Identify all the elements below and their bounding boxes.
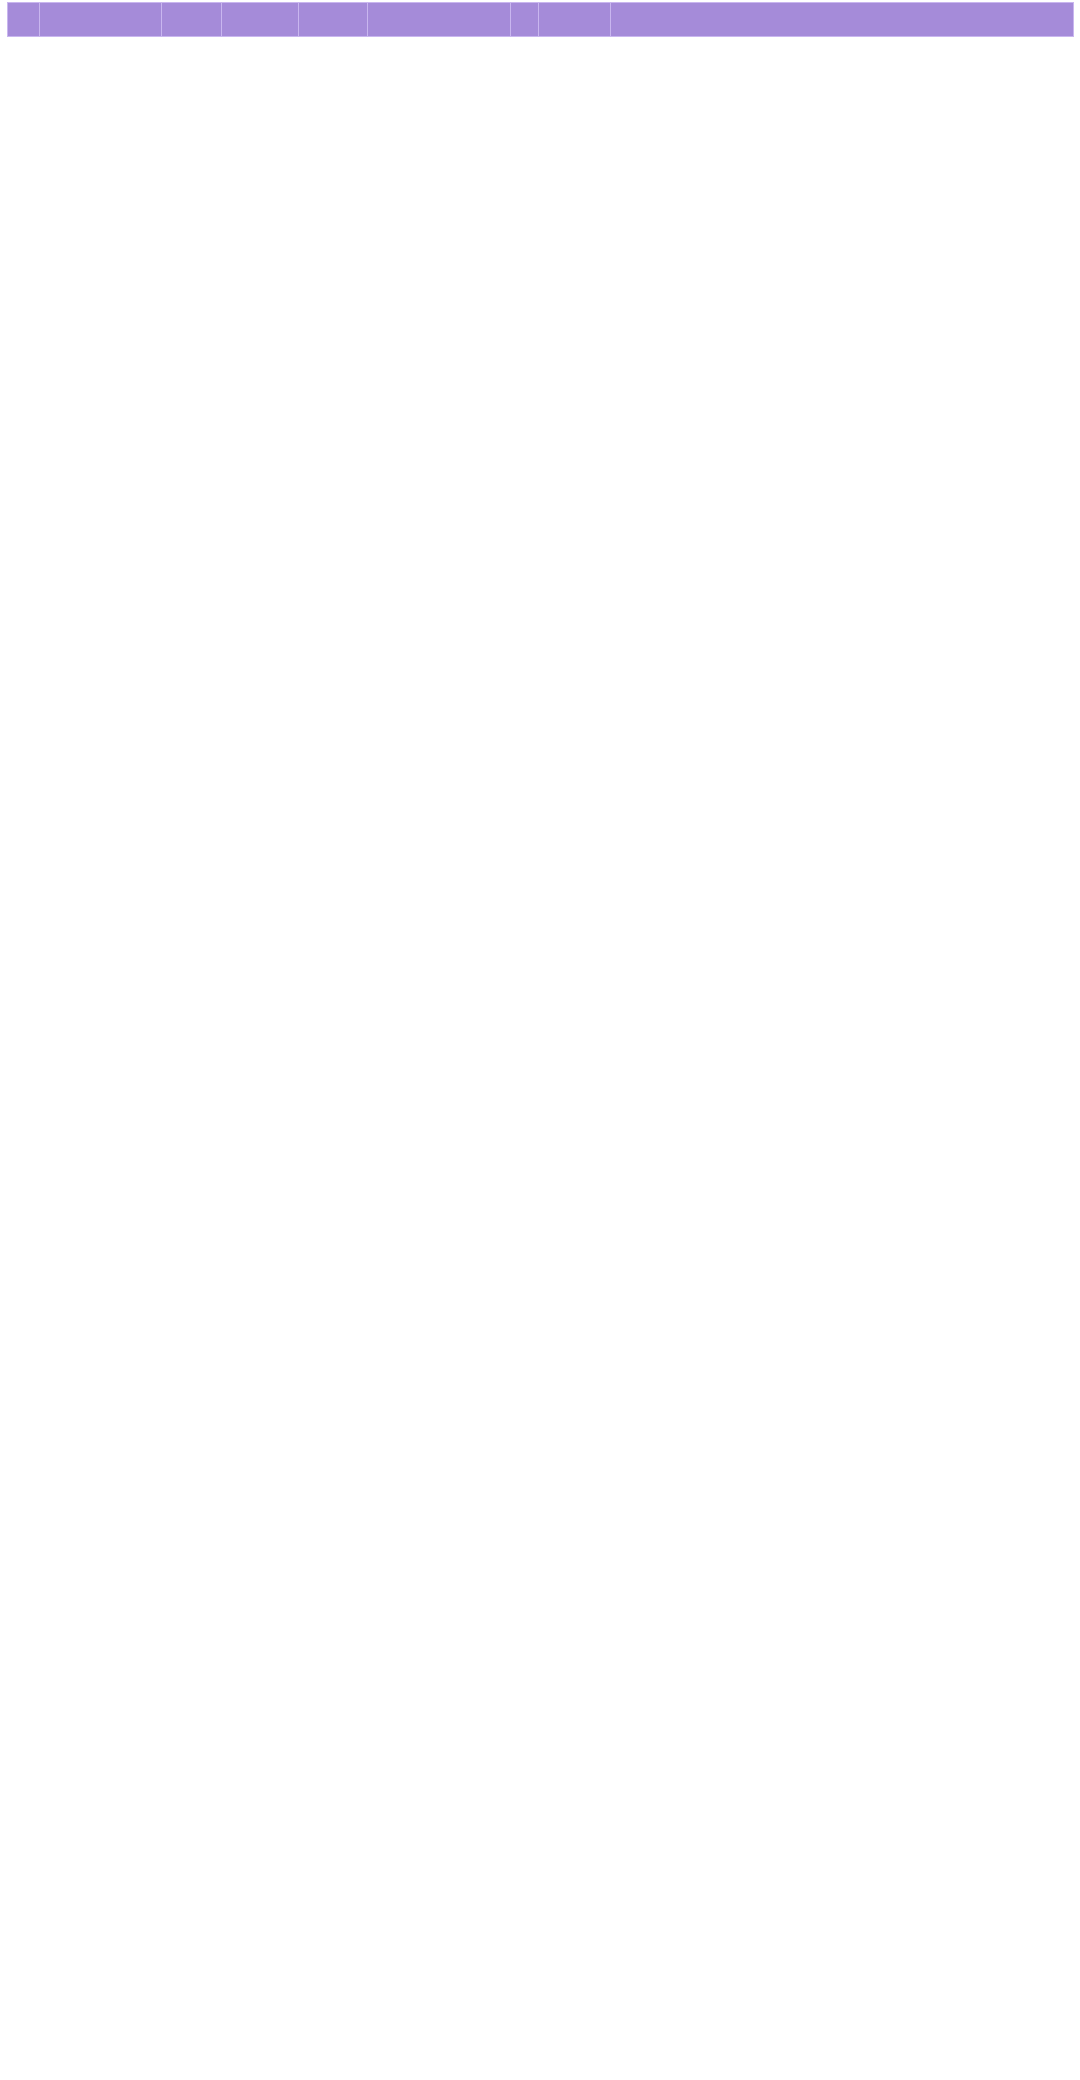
header-batch [40, 3, 162, 37]
header-plan-type [162, 3, 222, 37]
header-enrollment-plan [511, 3, 539, 37]
header-subject-type [222, 3, 299, 37]
admission-plan-table [7, 2, 1074, 37]
header-notes [611, 3, 1074, 37]
header-subject-requirement [299, 3, 368, 37]
admission-plan-table-wrapper [7, 2, 1073, 37]
header-fee [539, 3, 611, 37]
table-header-row [8, 3, 1074, 37]
header-major [368, 3, 511, 37]
header-province [8, 3, 40, 37]
